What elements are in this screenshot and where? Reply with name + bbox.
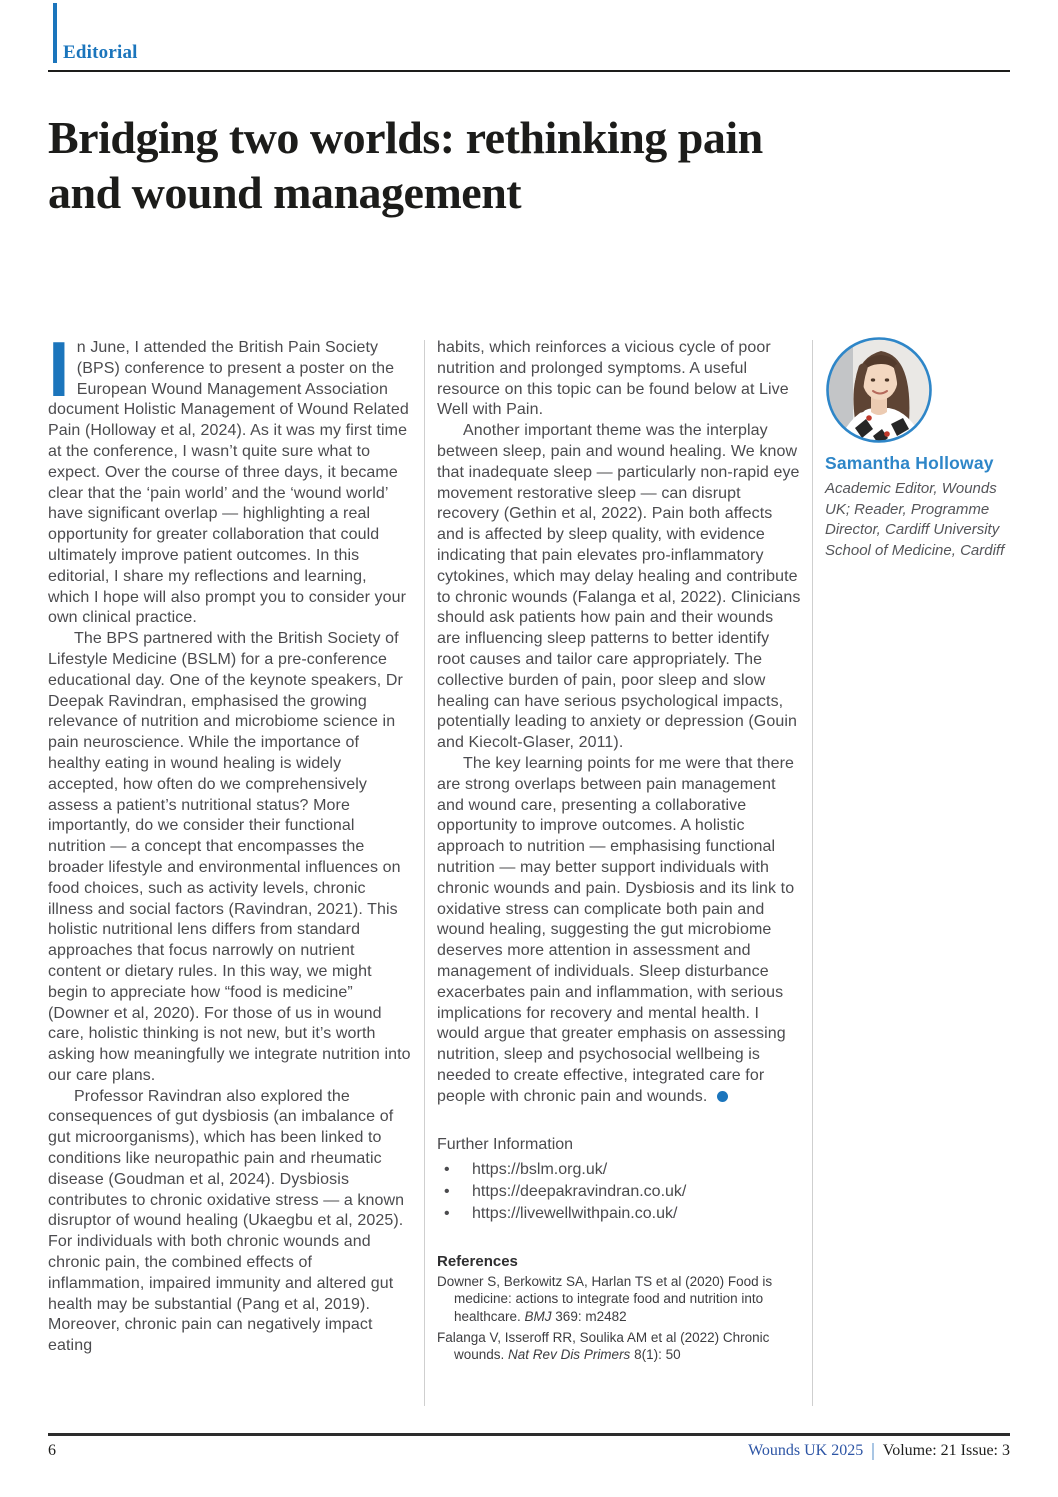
footer-divider (872, 1443, 874, 1460)
paragraph-text: n June, I attended the British Pain Society (BPS) conference to present a poster on the European Wound Management Association document Holistic Management of Wound Related Pain (Holloway et al, 2024). As it was my first time at the conference, I wasn’t quite sure what to expect. Over the course of three days, it became clear that the ‘pain world’ and the ‘wound world’ have significant overlap — highlighting a real opportunity for greater collaboration that could ultimately improve patient outcomes. In this editorial, I share my reflections and learning, which I hope will also prompt you to consider your own clinical practice. (48, 339, 409, 627)
page-number: 6 (48, 1442, 56, 1459)
author-bio: Academic Editor, Wounds UK; Reader, Programme Director, Cardiff University School of Medicine, Cardiff (825, 480, 1005, 559)
reference-text: 369: m2482 (551, 1309, 627, 1325)
footer-rule (48, 1433, 1010, 1436)
paragraph: The BPS partnered with the British Society of Lifestyle Medicine (BSLM) for a pre-conference educational day. One of the keynote speakers, Dr Deepak Ravindran, emphasised the growing relevance of nutrition and microbiome science in pain neuroscience. While the importance of healthy eating in wound healing is widely accepted, how often do we comprehensively assess a patient’s nutritional status? More importantly, do we consider their functional nutrition — a concept that encompasses the broader lifestyle and environmental influences on food choices, such as activity levels, chronic illness and social factors (Ravindran, 2021). This holistic nutritional lens differs from standard approaches that focus narrowly on nutrient content or dietary rules. In this way, we might begin to appreciate how “food is medicine” (Downer et al, 2020). For those of us in wound care, holistic thinking is not new, but it’s worth asking how meaningfully we integrate nutrition into our care plans. (48, 630, 411, 1084)
volume-issue: Volume: 21 Issue: 3 (882, 1442, 1010, 1459)
paragraph: Another important theme was the interplay between sleep, pain and wound healing. We know that inadequate sleep — particularly non-rapid eye movement restorative sleep — can disrupt recovery (Gethin et al, 2022). Pain both affects and is affected by sleep quality, with evidence indicating that pain elevates pro-inflammatory cytokines, which may delay healing and contribute to chronic wounds (Falanga et al, 2022). Clinicians should ask patients how pain and their wounds are influencing sleep patterns to better identify root causes and tailor care appropriately. The collective burden of pain, poor sleep and slow healing can have serious psychological impacts, potentially leading to anxiety or depression (Gouin and Kiecolt-Glaser, 2011). (437, 422, 801, 752)
paragraph (437, 754, 801, 1108)
reference-text: Downer S, Berkowitz SA, Harlan TS et al (2020) Food is medicine: actions to integrate food and nutrition into healthcare. (437, 1273, 773, 1325)
article-column-2 (437, 338, 801, 1428)
header-rule (48, 70, 1010, 72)
footer-imprint (748, 1442, 1010, 1460)
reference-item (437, 1273, 801, 1326)
column-divider (424, 340, 425, 1406)
article-column-1 (48, 338, 412, 1428)
reference-item (437, 1329, 801, 1364)
paragraph: habits, which reinforces a vicious cycle of poor nutrition and prolonged symptoms. A useful resource on this topic can be found below at Live Well with Pain. (437, 339, 789, 419)
author-name: Samantha Holloway (825, 453, 994, 473)
paragraph (48, 338, 412, 629)
author-sidebar (825, 336, 1011, 561)
reference-text: Falanga V, Isseroff RR, Soulika AM et al (2022) Chronic wounds. (437, 1329, 770, 1363)
section-kicker: Editorial (63, 42, 138, 63)
drop-cap-i: I (48, 338, 70, 413)
further-information-list (437, 1159, 801, 1224)
further-info-link[interactable]: • https://livewellwithpain.co.uk/ (437, 1203, 801, 1225)
journal-name: Wounds UK 2025 (748, 1442, 864, 1459)
author-photo (825, 336, 933, 444)
references-heading: References (437, 1252, 518, 1270)
paragraph: Professor Ravindran also explored the consequences of gut dysbiosis (an imbalance of gut microorganisms), which has been linked to conditions like neuropathic pain and rheumatic disease (Goudman et al, 2024). Dysbiosis contributes to chronic oxidative stress — a known disruptor of wound healing (Ukaegbu et al, 2025). For individuals with both chronic wounds and chronic pain, the combined effects of inflammation, impaired immunity and altered gut health may be substantial (Pang et al, 2019). Moreover, chronic pain can negatively impact eating (48, 1087, 405, 1355)
end-mark-icon (717, 1091, 728, 1102)
reference-journal: BMJ (524, 1309, 552, 1325)
column-divider (812, 340, 813, 1406)
article-title: Bridging two worlds: rethinking pain and wound management (48, 112, 763, 218)
paragraph-text: The key learning points for me were that there are strong overlaps between pain management and wound care, presenting a collaborative opportunity to improve outcomes. A holistic approach to nutrition — emphasising functional nutrition — may better support individuals with chronic wounds and pain. Dysbiosis and its link to oxidative stress can complicate both pain and wound healing, suggesting the gut microbiome deserves more attention in assessment and management of individuals. Sleep disturbance exacerbates pain and inflammation, with serious implications for recovery and mental health. I would argue that greater emphasis on assessing nutrition, sleep and psychosocial wellbeing is needed to create effective, integrated care for people with chronic pain and wounds. (437, 754, 795, 1105)
further-info-link[interactable]: • https://deepakravindran.co.uk/ (437, 1181, 801, 1203)
further-information-heading: Further Information (437, 1136, 574, 1154)
reference-journal: Nat Rev Dis Primers (508, 1347, 631, 1363)
further-info-link[interactable]: • https://bslm.org.uk/ (437, 1159, 801, 1181)
kicker-accent-bar (53, 3, 57, 63)
reference-text: 8(1): 50 (630, 1347, 681, 1363)
